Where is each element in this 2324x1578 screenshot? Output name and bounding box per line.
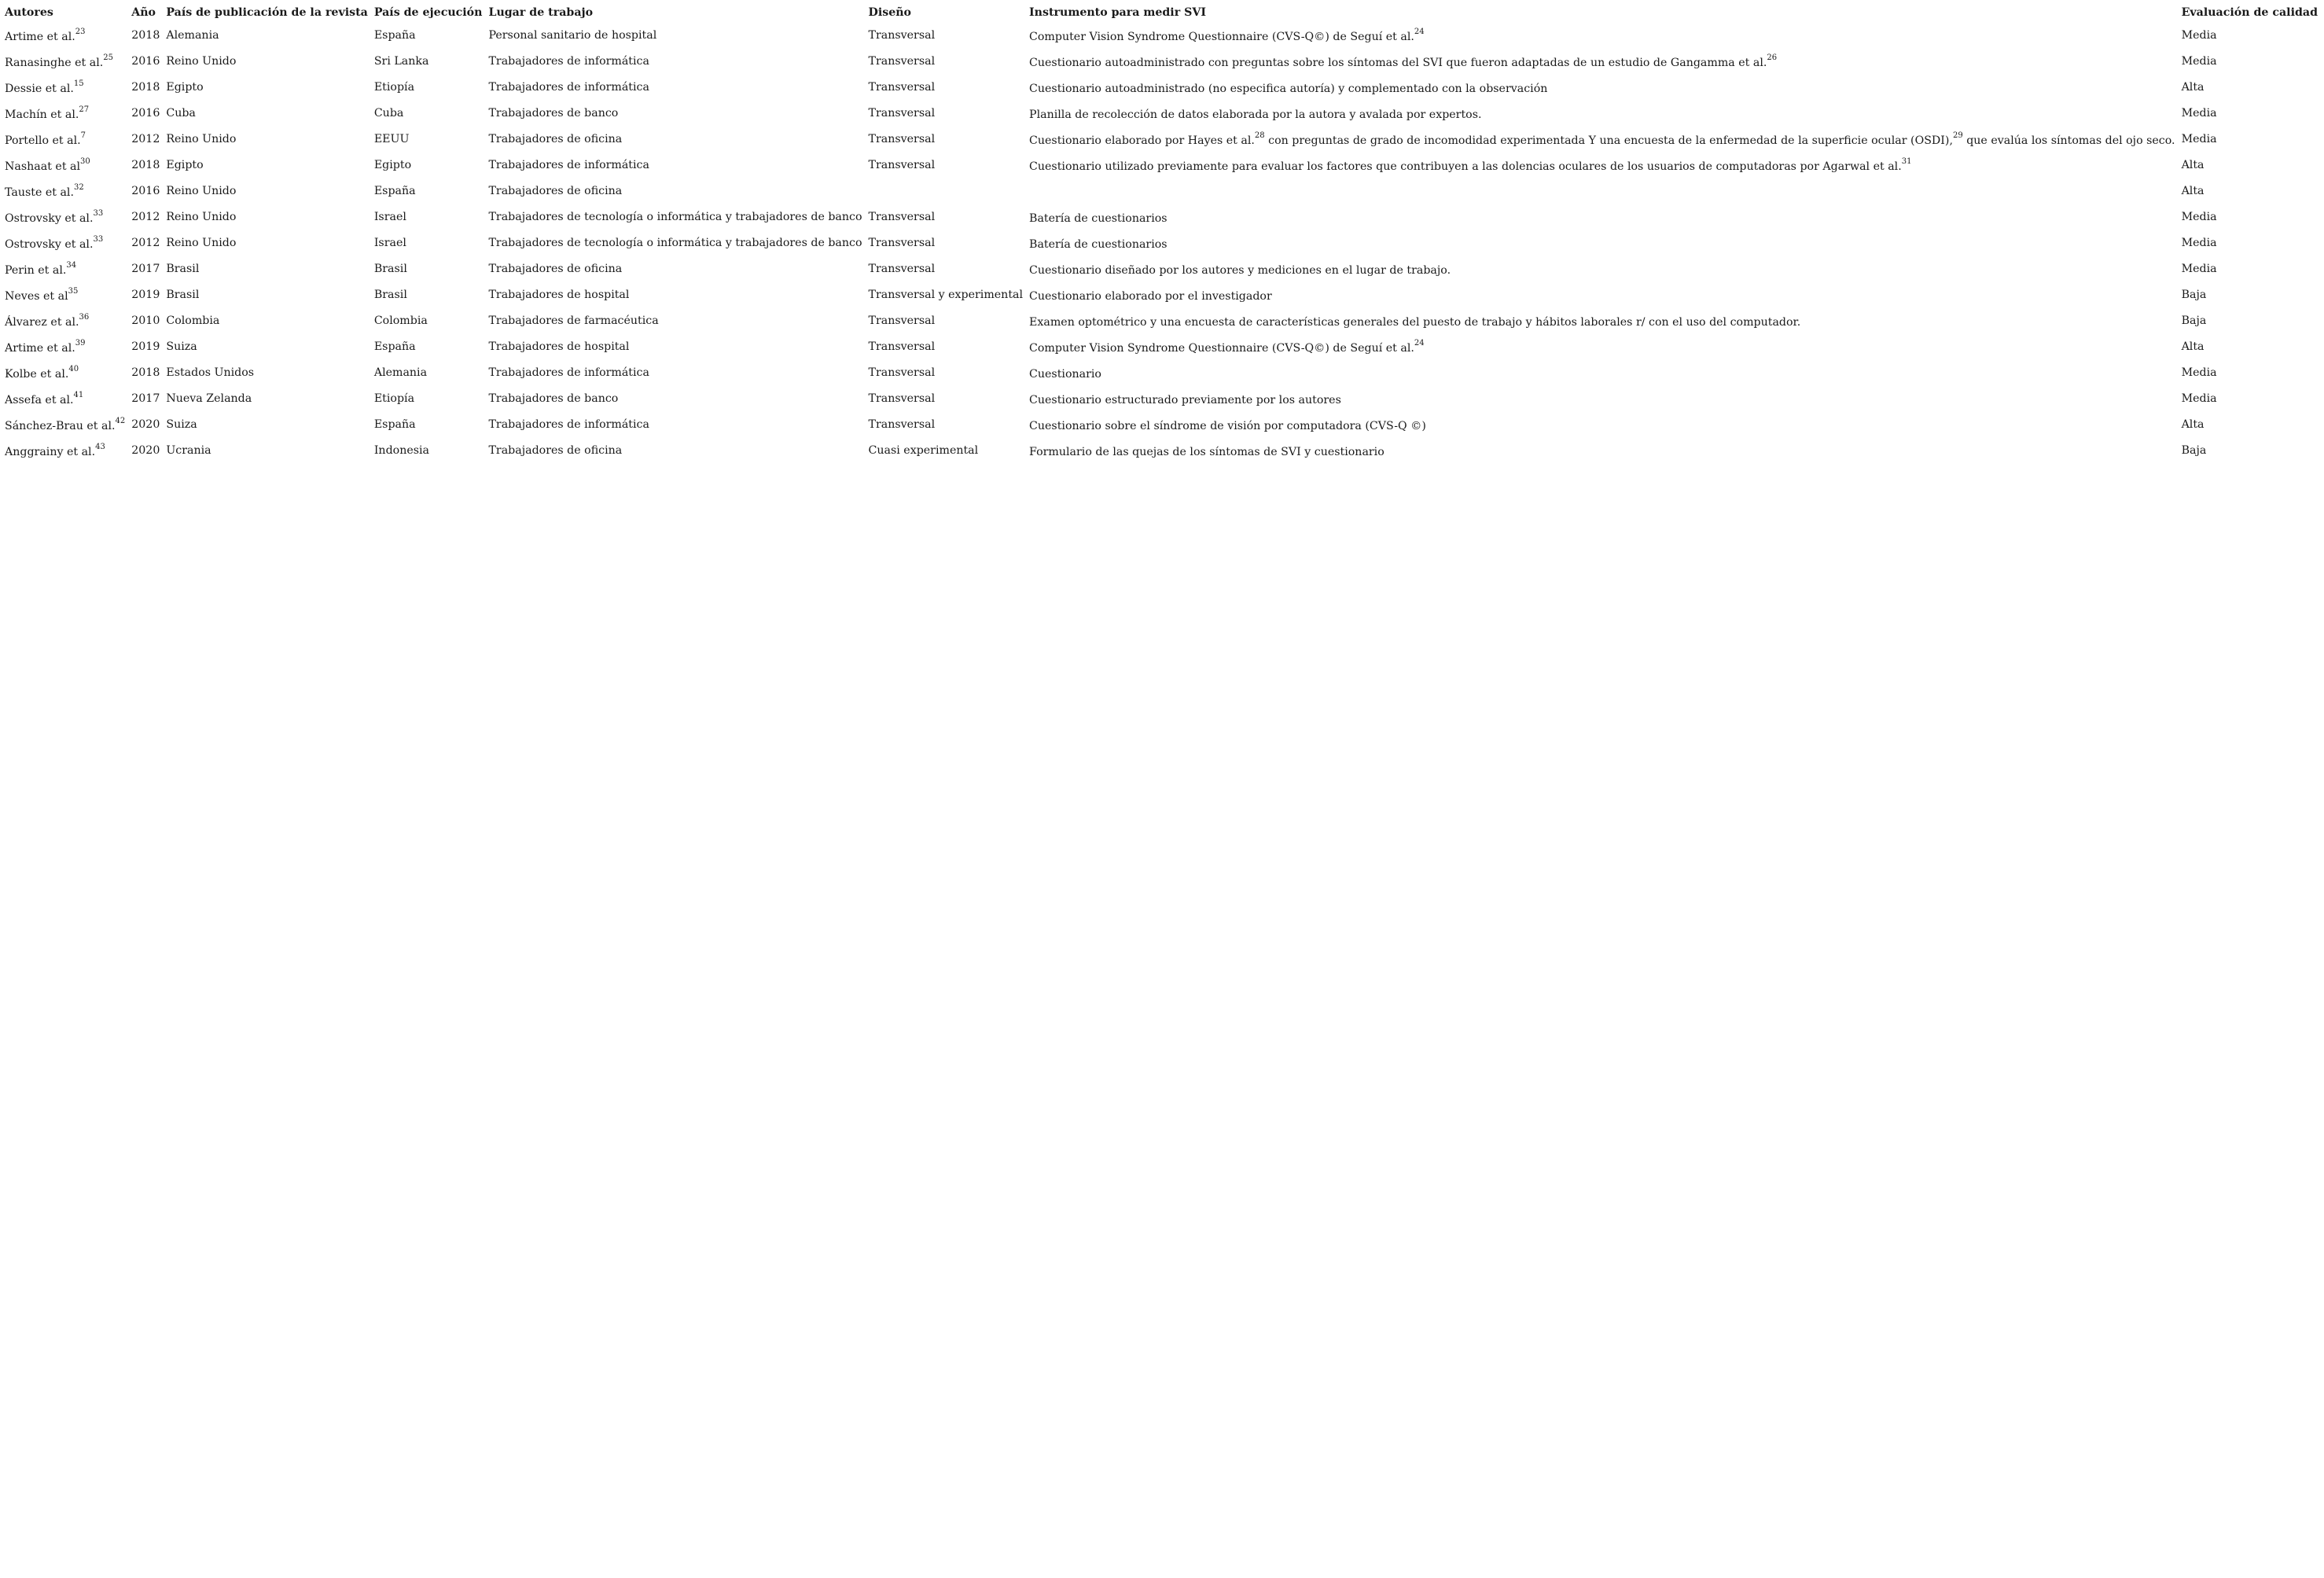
- header-row: [5, 5, 2324, 24]
- instrument-text: que evalúa los síntomas del ojo seco.: [1962, 134, 2175, 147]
- cell-anio: 2016: [131, 185, 160, 197]
- cell-evaluacion: Alta: [2181, 81, 2204, 94]
- cell-instrumento: [1029, 153, 2182, 179]
- cell-instrumento: [1029, 413, 2182, 439]
- author-reference: 27: [79, 105, 90, 115]
- cell-diseno: Transversal: [868, 314, 936, 327]
- table-row: [5, 101, 2324, 127]
- author-reference: 40: [68, 365, 79, 374]
- table-row: [5, 283, 2324, 309]
- author-name: Assefa et al.: [5, 394, 74, 406]
- author-reference: 39: [75, 339, 86, 348]
- table-row: [5, 231, 2324, 257]
- cell-autores: [5, 335, 131, 361]
- cell-diseno: Transversal: [868, 29, 936, 42]
- author-reference: 23: [75, 28, 86, 37]
- cell-autores: [5, 231, 131, 257]
- instrument-text: con preguntas de grado de incomodidad experimentada Y una encuesta de la enfermedad de la superficie ocular (OSDI),: [1264, 134, 1953, 147]
- cell-pais-ejecucion: Sri Lanka: [373, 55, 429, 68]
- cell-evaluacion: Media: [2181, 366, 2217, 379]
- header-autores: Autores: [5, 6, 53, 19]
- table-row: [5, 361, 2324, 387]
- author-name: Neves et al: [5, 290, 68, 303]
- cell-pais-publicacion: Suiza: [166, 340, 197, 353]
- cell-autores: [5, 127, 131, 153]
- instrument-text: Cuestionario sobre el síndrome de visión por computadora (CVS-Q ©): [1029, 420, 1426, 432]
- header-lugar-trabajo: Lugar de trabajo: [488, 6, 594, 19]
- cell-anio: 2012: [131, 133, 160, 145]
- cell-diseno: Transversal: [868, 263, 936, 275]
- table-row: [5, 179, 2324, 205]
- cell-pais-ejecucion: España: [373, 340, 416, 353]
- cell-autores: [5, 439, 131, 465]
- cell-diseno: Transversal y experimental: [868, 289, 1024, 301]
- table-row: [5, 335, 2324, 361]
- cell-lugar-trabajo: Trabajadores de oficina: [488, 263, 623, 275]
- cell-pais-publicacion: Nueva Zelanda: [166, 392, 252, 405]
- cell-pais-ejecucion: Colombia: [373, 314, 428, 327]
- cell-pais-ejecucion: Brasil: [373, 263, 407, 275]
- cell-pais-publicacion: Reino Unido: [166, 55, 237, 68]
- cell-autores: [5, 309, 131, 335]
- cell-pais-ejecucion: Israel: [373, 211, 406, 223]
- cell-evaluacion: Media: [2181, 211, 2217, 223]
- cell-instrumento: [1029, 50, 2182, 75]
- cell-autores: [5, 179, 131, 205]
- author-reference: 30: [80, 157, 90, 167]
- author-reference: 41: [73, 391, 84, 400]
- instrument-reference: 24: [1414, 28, 1425, 37]
- author-name: Ostrovsky et al.: [5, 238, 94, 251]
- cell-instrumento: [1029, 283, 2182, 309]
- cell-evaluacion: Media: [2181, 133, 2217, 145]
- author-name: Ranasinghe et al.: [5, 57, 104, 69]
- cell-diseno: Transversal: [868, 392, 936, 405]
- author-name: Anggrainy et al.: [5, 446, 96, 458]
- author-name: Perin et al.: [5, 264, 67, 277]
- cell-pais-ejecucion: España: [373, 185, 416, 197]
- header-pais-ejecucion: País de ejecución: [373, 6, 483, 19]
- instrument-text: Cuestionario utilizado previamente para evaluar los factores que contribuyen a las dolencias oculares de los usuarios de computadoras por Agarwal et al.: [1029, 160, 1902, 173]
- cell-instrumento: [1029, 231, 2182, 257]
- cell-instrumento: [1029, 205, 2182, 231]
- instrument-text: Cuestionario autoadministrado con preguntas sobre los síntomas del SVI que fueron adaptadas de un estudio de Gangamma et al.: [1029, 57, 1767, 69]
- cell-diseno: Transversal: [868, 418, 936, 431]
- cell-pais-publicacion: Reino Unido: [166, 237, 237, 249]
- table-row: [5, 439, 2324, 465]
- cell-autores: [5, 283, 131, 309]
- cell-pais-ejecucion: Brasil: [373, 289, 407, 301]
- cell-evaluacion: Baja: [2181, 314, 2207, 327]
- cell-instrumento: [1029, 439, 2182, 465]
- cell-anio: 2017: [131, 392, 160, 405]
- author-name: Artime et al.: [5, 31, 75, 43]
- cell-autores: [5, 24, 131, 50]
- cell-evaluacion: Alta: [2181, 185, 2204, 197]
- instrument-reference: 24: [1414, 339, 1425, 348]
- cell-autores: [5, 387, 131, 413]
- cell-diseno: Transversal: [868, 237, 936, 249]
- cell-diseno: Transversal: [868, 55, 936, 68]
- cell-diseno: Transversal: [868, 81, 936, 94]
- author-name: Nashaat et al: [5, 160, 81, 173]
- cell-pais-publicacion: Suiza: [166, 418, 197, 431]
- instrument-text: Cuestionario elaborado por Hayes et al.: [1029, 134, 1255, 147]
- cell-autores: [5, 205, 131, 231]
- cell-autores: [5, 413, 131, 439]
- cell-diseno: Transversal: [868, 159, 936, 171]
- author-reference: 15: [73, 79, 84, 89]
- cell-instrumento: [1029, 101, 2182, 127]
- table-row: [5, 413, 2324, 439]
- cell-pais-publicacion: Egipto: [166, 159, 204, 171]
- author-reference: 32: [73, 183, 84, 193]
- table-header: [5, 5, 2324, 24]
- header-instrumento: Instrumento para medir SVI: [1029, 6, 1206, 19]
- cell-instrumento: [1029, 335, 2182, 361]
- cell-anio: 2019: [131, 340, 160, 353]
- cell-pais-publicacion: Brasil: [166, 289, 200, 301]
- cell-lugar-trabajo: Trabajadores de tecnología o informática y trabajadores de banco: [488, 237, 862, 249]
- cell-autores: [5, 361, 131, 387]
- cell-diseno: Transversal: [868, 133, 936, 145]
- cell-lugar-trabajo: Trabajadores de hospital: [488, 289, 630, 301]
- author-reference: 34: [66, 261, 77, 270]
- cell-lugar-trabajo: Trabajadores de tecnología o informática y trabajadores de banco: [488, 211, 862, 223]
- cell-lugar-trabajo: Trabajadores de banco: [488, 107, 619, 120]
- author-reference: 7: [80, 131, 86, 141]
- instrument-text: Cuestionario elaborado por el investigador: [1029, 290, 1272, 303]
- cell-instrumento: [1029, 127, 2182, 153]
- author-reference: 42: [115, 417, 126, 426]
- cell-pais-ejecucion: Etiopía: [373, 392, 415, 405]
- instrument-text: Batería de cuestionarios: [1029, 238, 1168, 251]
- cell-lugar-trabajo: Trabajadores de hospital: [488, 340, 630, 353]
- table-row: [5, 387, 2324, 413]
- cell-diseno: Transversal: [868, 340, 936, 353]
- author-name: Álvarez et al.: [5, 316, 79, 329]
- cell-autores: [5, 75, 131, 101]
- instrument-text: Computer Vision Syndrome Questionnaire (CVS-Q©) de Seguí et al.: [1029, 31, 1414, 43]
- cell-anio: 2018: [131, 29, 160, 42]
- cell-instrumento: [1029, 309, 2182, 335]
- table-row: [5, 257, 2324, 283]
- cell-pais-publicacion: Alemania: [166, 29, 219, 42]
- cell-pais-publicacion: Estados Unidos: [166, 366, 255, 379]
- header-anio: Año: [131, 6, 156, 19]
- cell-evaluacion: Alta: [2181, 418, 2204, 431]
- cell-diseno: Transversal: [868, 211, 936, 223]
- cell-lugar-trabajo: Trabajadores de informática: [488, 418, 649, 431]
- cell-anio: 2010: [131, 314, 160, 327]
- cell-instrumento: [1029, 257, 2182, 283]
- author-name: Dessie et al.: [5, 83, 74, 95]
- cell-lugar-trabajo: Trabajadores de oficina: [488, 133, 623, 145]
- instrument-reference: 31: [1901, 157, 1912, 167]
- instrument-text: Batería de cuestionarios: [1029, 212, 1168, 225]
- cell-lugar-trabajo: Trabajadores de informática: [488, 81, 649, 94]
- cell-pais-publicacion: Egipto: [166, 81, 204, 94]
- cell-instrumento: [1029, 75, 2182, 101]
- cell-autores: [5, 50, 131, 75]
- author-name: Artime et al.: [5, 342, 75, 355]
- cell-autores: [5, 101, 131, 127]
- cell-pais-publicacion: Colombia: [166, 314, 220, 327]
- cell-diseno: Cuasi experimental: [868, 444, 979, 457]
- cell-pais-ejecucion: Alemania: [373, 366, 428, 379]
- cell-anio: 2020: [131, 444, 160, 457]
- cell-autores: [5, 257, 131, 283]
- header-diseno: Diseño: [868, 6, 912, 19]
- instrument-text: Cuestionario estructurado previamente por los autores: [1029, 394, 1341, 406]
- cell-lugar-trabajo: Personal sanitario de hospital: [488, 29, 657, 42]
- cell-instrumento: [1029, 361, 2182, 387]
- cell-evaluacion: Baja: [2181, 289, 2207, 301]
- author-reference: 35: [68, 287, 79, 296]
- cell-anio: 2018: [131, 366, 160, 379]
- table-body: [5, 24, 2324, 465]
- author-reference: 33: [93, 209, 104, 219]
- cell-pais-ejecucion: Indonesia: [373, 444, 430, 457]
- cell-diseno: Transversal: [868, 107, 936, 120]
- instrument-reference: 29: [1952, 131, 1963, 141]
- cell-anio: 2018: [131, 159, 160, 171]
- cell-instrumento: [1029, 179, 2182, 205]
- cell-anio: 2020: [131, 418, 160, 431]
- header-pais-publicacion: País de publicación de la revista: [166, 6, 368, 19]
- author-reference: 43: [95, 443, 105, 452]
- cell-lugar-trabajo: Trabajadores de informática: [488, 55, 649, 68]
- cell-anio: 2018: [131, 81, 160, 94]
- cell-evaluacion: Media: [2181, 237, 2217, 249]
- cell-anio: 2017: [131, 263, 160, 275]
- author-name: Machín et al.: [5, 109, 79, 121]
- cell-pais-ejecucion: España: [373, 418, 416, 431]
- instrument-text: Cuestionario autoadministrado (no especifica autoría) y complementado con la observación: [1029, 83, 1548, 95]
- cell-pais-publicacion: Brasil: [166, 263, 200, 275]
- cell-lugar-trabajo: Trabajadores de informática: [488, 159, 649, 171]
- instrument-text: Computer Vision Syndrome Questionnaire (CVS-Q©) de Seguí et al.: [1029, 342, 1414, 355]
- cell-instrumento: [1029, 387, 2182, 413]
- cell-lugar-trabajo: Trabajadores de oficina: [488, 444, 623, 457]
- studies-table: [5, 5, 2324, 465]
- cell-anio: 2019: [131, 289, 160, 301]
- cell-evaluacion: Media: [2181, 29, 2217, 42]
- author-name: Ostrovsky et al.: [5, 212, 94, 225]
- instrument-text: Cuestionario diseñado por los autores y mediciones en el lugar de trabajo.: [1029, 264, 1451, 277]
- instrument-text: Examen optométrico y una encuesta de características generales del puesto de trabajo y hábitos laborales r/ con el uso del computador.: [1029, 316, 1801, 329]
- cell-diseno: [869, 179, 1030, 205]
- cell-lugar-trabajo: Trabajadores de informática: [488, 366, 649, 379]
- instrument-reference: 28: [1254, 131, 1265, 141]
- cell-pais-publicacion: Ucrania: [166, 444, 211, 457]
- author-name: Kolbe et al.: [5, 368, 69, 381]
- cell-pais-ejecucion: EEUU: [373, 133, 410, 145]
- cell-anio: 2016: [131, 107, 160, 120]
- cell-lugar-trabajo: Trabajadores de oficina: [488, 185, 623, 197]
- cell-evaluacion: Media: [2181, 392, 2217, 405]
- cell-pais-ejecucion: España: [373, 29, 416, 42]
- author-name: Portello et al.: [5, 134, 81, 147]
- cell-pais-ejecucion: Cuba: [373, 107, 404, 120]
- cell-evaluacion: Baja: [2181, 444, 2207, 457]
- cell-evaluacion: Media: [2181, 107, 2217, 120]
- table-row: [5, 75, 2324, 101]
- cell-pais-publicacion: Reino Unido: [166, 133, 237, 145]
- table-row: [5, 205, 2324, 231]
- cell-pais-ejecucion: Etiopía: [373, 81, 415, 94]
- cell-pais-ejecucion: Egipto: [373, 159, 412, 171]
- cell-anio: 2016: [131, 55, 160, 68]
- table-row: [5, 309, 2324, 335]
- cell-evaluacion: Media: [2181, 263, 2217, 275]
- instrument-text: Planilla de recolección de datos elaborada por la autora y avalada por expertos.: [1029, 109, 1482, 121]
- cell-pais-publicacion: Reino Unido: [166, 211, 237, 223]
- cell-anio: 2012: [131, 237, 160, 249]
- author-name: Sánchez-Brau et al.: [5, 420, 116, 432]
- cell-pais-ejecucion: Israel: [373, 237, 406, 249]
- table-row: [5, 127, 2324, 153]
- cell-evaluacion: Media: [2181, 55, 2217, 68]
- author-reference: 36: [79, 313, 90, 322]
- cell-diseno: Transversal: [868, 366, 936, 379]
- table-row: [5, 50, 2324, 75]
- header-evaluacion: Evaluación de calidad: [2181, 6, 2318, 19]
- table-row: [5, 24, 2324, 50]
- instrument-text: Cuestionario: [1029, 368, 1101, 381]
- instrument-text: Formulario de las quejas de los síntomas de SVI y cuestionario: [1029, 446, 1384, 458]
- cell-lugar-trabajo: Trabajadores de banco: [488, 392, 619, 405]
- cell-evaluacion: Alta: [2181, 159, 2204, 171]
- author-name: Tauste et al.: [5, 186, 74, 199]
- cell-autores: [5, 153, 131, 179]
- author-reference: 33: [93, 235, 104, 245]
- cell-evaluacion: Alta: [2181, 340, 2204, 353]
- author-reference: 25: [103, 53, 113, 63]
- cell-instrumento: [1029, 24, 2182, 50]
- cell-lugar-trabajo: Trabajadores de farmacéutica: [488, 314, 659, 327]
- cell-pais-publicacion: Cuba: [166, 107, 196, 120]
- cell-pais-publicacion: Reino Unido: [166, 185, 237, 197]
- cell-anio: 2012: [131, 211, 160, 223]
- instrument-reference: 26: [1767, 53, 1778, 63]
- table-row: [5, 153, 2324, 179]
